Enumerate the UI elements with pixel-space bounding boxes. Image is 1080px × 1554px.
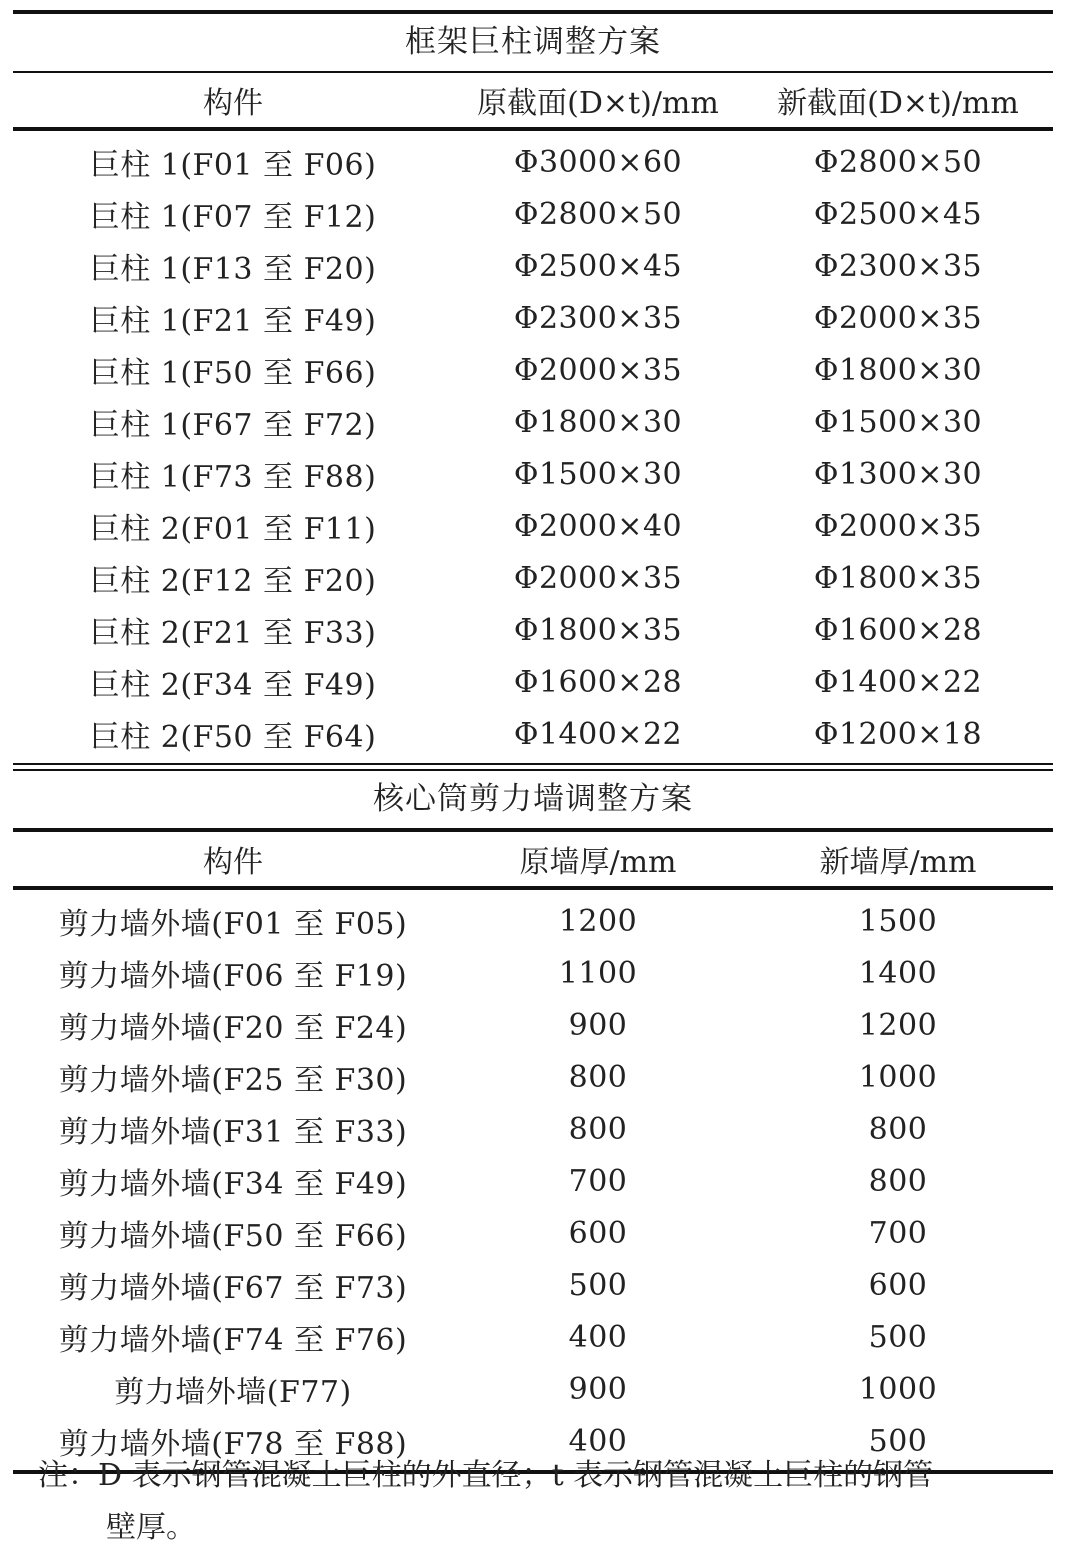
core-new-cell: 600 [868, 1267, 928, 1303]
frame-original-cell: Φ2000×40 [513, 508, 683, 544]
core-new-cell: 500 [868, 1319, 928, 1355]
frame-member-cell: 巨柱 1(F73 至 F88) [89, 460, 377, 495]
frame-new-cell: Φ1800×35 [813, 560, 983, 596]
core-original-cell: 700 [568, 1163, 628, 1199]
footnote-line-1: 注：D 表示钢管混凝土巨柱的外直径；t 表示钢管混凝土巨柱的钢管 [38, 1458, 934, 1493]
frame-original-cell: Φ1500×30 [513, 456, 683, 492]
core-table-row [13, 947, 1053, 999]
frame-new-cell: Φ1200×18 [813, 716, 983, 752]
core-table-row [13, 1155, 1053, 1207]
frame-member-cell: 巨柱 2(F12 至 F20) [89, 564, 377, 599]
frame-table-row [13, 396, 1053, 448]
frame-original-cell: Φ1600×28 [513, 664, 683, 700]
frame-section-title: 框架巨柱调整方案 [405, 24, 661, 60]
core-new-cell: 1400 [858, 955, 938, 991]
footnote-line-2: 壁厚。 [106, 1510, 196, 1545]
section-divider [13, 763, 1053, 771]
core-new-cell: 800 [868, 1111, 928, 1147]
frame-new-cell: Φ2000×35 [813, 508, 983, 544]
frame-new-cell: Φ1400×22 [813, 664, 983, 700]
frame-original-cell: Φ1400×22 [513, 716, 683, 752]
core-table-row [13, 895, 1053, 947]
core-member-cell: 剪力墙外墙(F20 至 F24) [58, 1011, 408, 1046]
frame-original-cell: Φ2000×35 [513, 352, 683, 388]
frame-member-cell: 巨柱 1(F67 至 F72) [89, 408, 377, 443]
frame-new-cell: Φ1600×28 [813, 612, 983, 648]
core-member-cell: 剪力墙外墙(F25 至 F30) [58, 1063, 408, 1098]
core-member-cell: 剪力墙外墙(F01 至 F05) [58, 907, 408, 942]
frame-new-cell: Φ2800×50 [813, 144, 983, 180]
core-member-cell: 剪力墙外墙(F67 至 F73) [58, 1271, 408, 1306]
core-table-row [13, 1051, 1053, 1103]
core-header-original: 原墙厚/mm [519, 845, 677, 880]
core-original-cell: 500 [568, 1267, 628, 1303]
core-member-cell: 剪力墙外墙(F50 至 F66) [58, 1219, 408, 1254]
frame-original-cell: Φ2500×45 [513, 248, 683, 284]
frame-header-new: 新截面(D×t)/mm [777, 86, 1019, 121]
frame-table-row [13, 136, 1053, 188]
core-member-cell: 剪力墙外墙(F77) [114, 1375, 352, 1410]
core-original-cell: 1100 [558, 955, 638, 991]
core-original-cell: 1200 [558, 903, 638, 939]
core-original-cell: 600 [568, 1215, 628, 1251]
core-table-row [13, 1363, 1053, 1415]
core-table-row [13, 999, 1053, 1051]
core-member-cell: 剪力墙外墙(F31 至 F33) [58, 1115, 408, 1150]
core-new-cell: 800 [868, 1163, 928, 1199]
core-member-cell: 剪力墙外墙(F78 至 F88) [58, 1427, 408, 1462]
core-new-cell: 500 [868, 1423, 928, 1459]
frame-table-row [13, 344, 1053, 396]
frame-table-row [13, 604, 1053, 656]
frame-table-row [13, 552, 1053, 604]
frame-new-cell: Φ1500×30 [813, 404, 983, 440]
core-header-new: 新墙厚/mm [819, 845, 977, 880]
core-original-cell: 400 [568, 1423, 628, 1459]
frame-new-cell: Φ2000×35 [813, 300, 983, 336]
core-original-cell: 900 [568, 1007, 628, 1043]
core-new-cell: 1500 [858, 903, 938, 939]
core-original-cell: 800 [568, 1059, 628, 1095]
frame-original-cell: Φ1800×35 [513, 612, 683, 648]
frame-member-cell: 巨柱 2(F01 至 F11) [89, 512, 377, 547]
frame-new-cell: Φ2500×45 [813, 196, 983, 232]
frame-member-cell: 巨柱 1(F21 至 F49) [89, 304, 377, 339]
frame-original-cell: Φ1800×30 [513, 404, 683, 440]
frame-table-row [13, 656, 1053, 708]
core-original-cell: 900 [568, 1371, 628, 1407]
core-table-row [13, 1207, 1053, 1259]
core-header-row [13, 832, 1053, 886]
core-section-title: 核心筒剪力墙调整方案 [373, 781, 693, 817]
frame-header-original: 原截面(D×t)/mm [477, 86, 719, 121]
frame-new-cell: Φ1300×30 [813, 456, 983, 492]
frame-table-row [13, 240, 1053, 292]
core-original-cell: 800 [568, 1111, 628, 1147]
core-member-cell: 剪力墙外墙(F74 至 F76) [58, 1323, 408, 1358]
frame-header-member: 构件 [203, 86, 263, 121]
frame-original-cell: Φ2000×35 [513, 560, 683, 596]
core-new-cell: 700 [868, 1215, 928, 1251]
frame-header-row [13, 73, 1053, 127]
adjustment-table [13, 10, 1053, 1474]
core-original-cell: 400 [568, 1319, 628, 1355]
frame-member-cell: 巨柱 1(F07 至 F12) [89, 200, 377, 235]
frame-table-row [13, 448, 1053, 500]
frame-member-cell: 巨柱 2(F34 至 F49) [89, 668, 377, 703]
core-table-row [13, 1311, 1053, 1363]
frame-member-cell: 巨柱 2(F21 至 F33) [89, 616, 377, 651]
core-new-cell: 1000 [858, 1371, 938, 1407]
frame-member-cell: 巨柱 1(F01 至 F06) [89, 148, 377, 183]
frame-member-cell: 巨柱 1(F13 至 F20) [89, 252, 377, 287]
frame-table-row [13, 188, 1053, 240]
frame-table-row [13, 292, 1053, 344]
frame-table-body [13, 131, 1053, 763]
frame-member-cell: 巨柱 1(F50 至 F66) [89, 356, 377, 391]
frame-new-cell: Φ1800×30 [813, 352, 983, 388]
core-new-cell: 1000 [858, 1059, 938, 1095]
core-table-row [13, 1259, 1053, 1311]
frame-table-row [13, 500, 1053, 552]
footnote [38, 1450, 1058, 1554]
core-member-cell: 剪力墙外墙(F06 至 F19) [58, 959, 408, 994]
core-header-member: 构件 [203, 845, 263, 880]
frame-member-cell: 巨柱 2(F50 至 F64) [89, 720, 377, 755]
frame-original-cell: Φ2300×35 [513, 300, 683, 336]
core-table-row [13, 1103, 1053, 1155]
frame-table-row [13, 708, 1053, 760]
core-new-cell: 1200 [858, 1007, 938, 1043]
frame-new-cell: Φ2300×35 [813, 248, 983, 284]
core-table-body [13, 890, 1053, 1470]
frame-original-cell: Φ2800×50 [513, 196, 683, 232]
frame-original-cell: Φ3000×60 [513, 144, 683, 180]
core-member-cell: 剪力墙外墙(F34 至 F49) [58, 1167, 408, 1202]
